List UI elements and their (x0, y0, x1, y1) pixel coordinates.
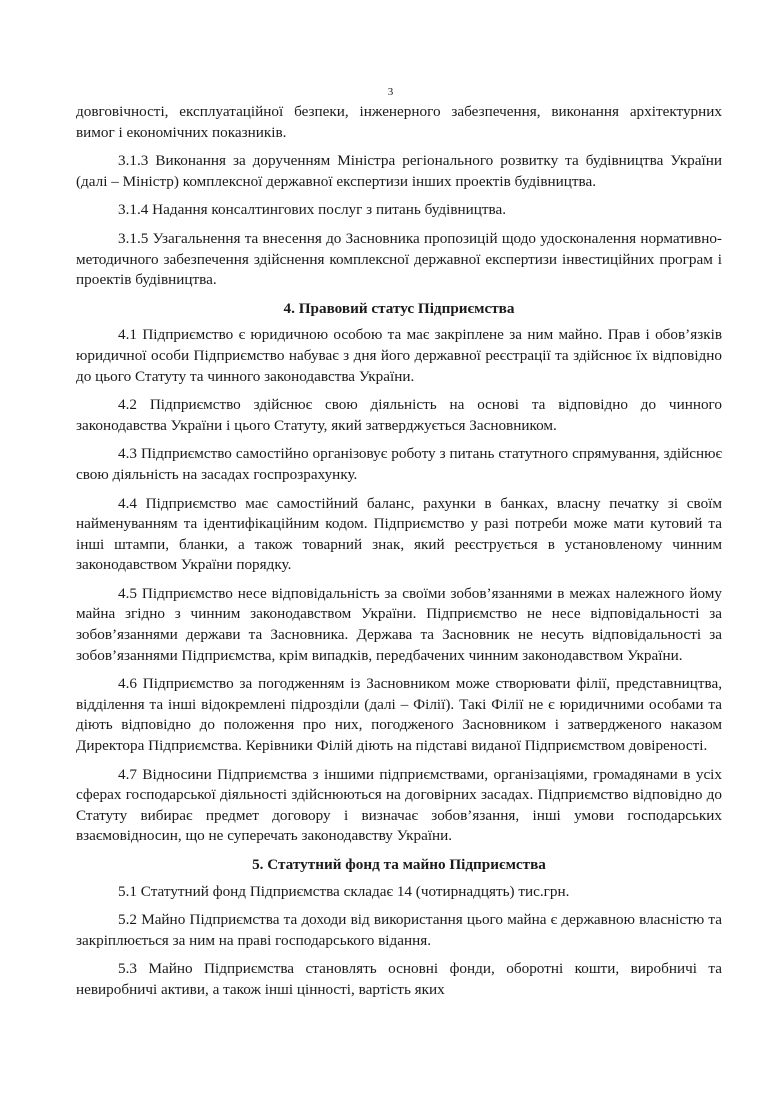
paragraph-continued: довговічності, експлуатаційної безпеки, інженерного забезпечення, виконання архітектурних вимог і економічних показників. (76, 103, 722, 141)
page-number: 3 (387, 86, 394, 98)
paragraph-5-2: 5.2 Майно Підприємства та доходи від використання цього майна є державною власністю та закріплюється за ним на праві господарського відання. (76, 911, 722, 949)
paragraph-4-7: 4.7 Відносини Підприємства з іншими підприємствами, організаціями, громадянами в усіх сферах господарської діяльності здійснюються на договірних засадах. Підприємство відповідно до Статуту вибирає предмет договору і визначає зобов’язання, інші умови господарських взаємовідносин, що не суперечать законодавству України. (76, 765, 722, 845)
paragraph-5-3: 5.3 Майно Підприємства становлять основні фонди, оборотні кошти, виробничі та невиробничі активи, а також інші цінності, вартість яких (76, 960, 722, 998)
paragraph-3-1-4: 3.1.4 Надання консалтингових послуг з питань будівництва. (118, 201, 507, 219)
paragraph-4-5: 4.5 Підприємство несе відповідальність за своїми зобов’язаннями в межах належного йому майна згідно з чинним законодавством України. Підприємство не несе відповідальності за зобов’язаннями держави та Засновника. Держава та Засновник не несуть відповідальності за зобов’язаннями Підприємства, крім випадків, передбачених чинним законодавством України. (76, 584, 722, 664)
paragraph-3-1-3: 3.1.3 Виконання за дорученням Міністра регіонального розвитку та будівництва України (далі – Міністр) комплексної державної експертизи інших проектів будівництва. (76, 152, 722, 190)
section-4-heading: 4. Правовий статус Підприємства (283, 299, 515, 317)
paragraph-4-3: 4.3 Підприємство самостійно організовує роботу з питань статутного спрямування, здійснює свою діяльність на засадах госпрозрахунку. (76, 445, 722, 483)
paragraph-4-4: 4.4 Підприємство має самостійний баланс, рахунки в банках, власну печатку зі своїм найменуванням та ідентифікаційним кодом. Підприємство у разі потреби може мати кутовий та інші штампи, бланки, а також товарний знак, який реєструється в установленому чинним законодавством України порядку. (76, 494, 722, 574)
paragraph-5-1: 5.1 Статутний фонд Підприємства складає 14 (чотирнадцять) тис.грн. (118, 882, 570, 900)
paragraph-4-2: 4.2 Підприємство здійснює свою діяльність на основі та відповідно до чинного законодавства України і цього Статуту, який затверджується Засновником. (76, 396, 722, 434)
paragraph-4-6: 4.6 Підприємство за погодженням із Засновником може створювати філії, представництва, відділення та інші відокремлені підрозділи (далі – Філії). Такі Філії не є юридичними особами та діють відповідно до положення про них, погодженого Засновником і затвердженого наказом Директора Підприємства. Керівники Філій діють на підставі виданої Підприємством довіреності. (76, 675, 722, 755)
section-5-heading: 5. Статутний фонд та майно Підприємства (252, 856, 546, 873)
paragraph-3-1-5: 3.1.5 Узагальнення та внесення до Засновника пропозицій щодо удосконалення нормативно-методичного забезпечення здійснення комплексної державної експертизи інвестиційних програм і проектів будівництва. (76, 229, 722, 289)
paragraph-4-1: 4.1 Підприємство є юридичною особою та має закріплене за ним майно. Прав і обов’язків юридичної особи Підприємство набуває з дня його державної реєстрації та здійснює їх відповідно до цього Статуту та чинного законодавства України. (76, 326, 722, 385)
document-body (76, 102, 722, 1009)
